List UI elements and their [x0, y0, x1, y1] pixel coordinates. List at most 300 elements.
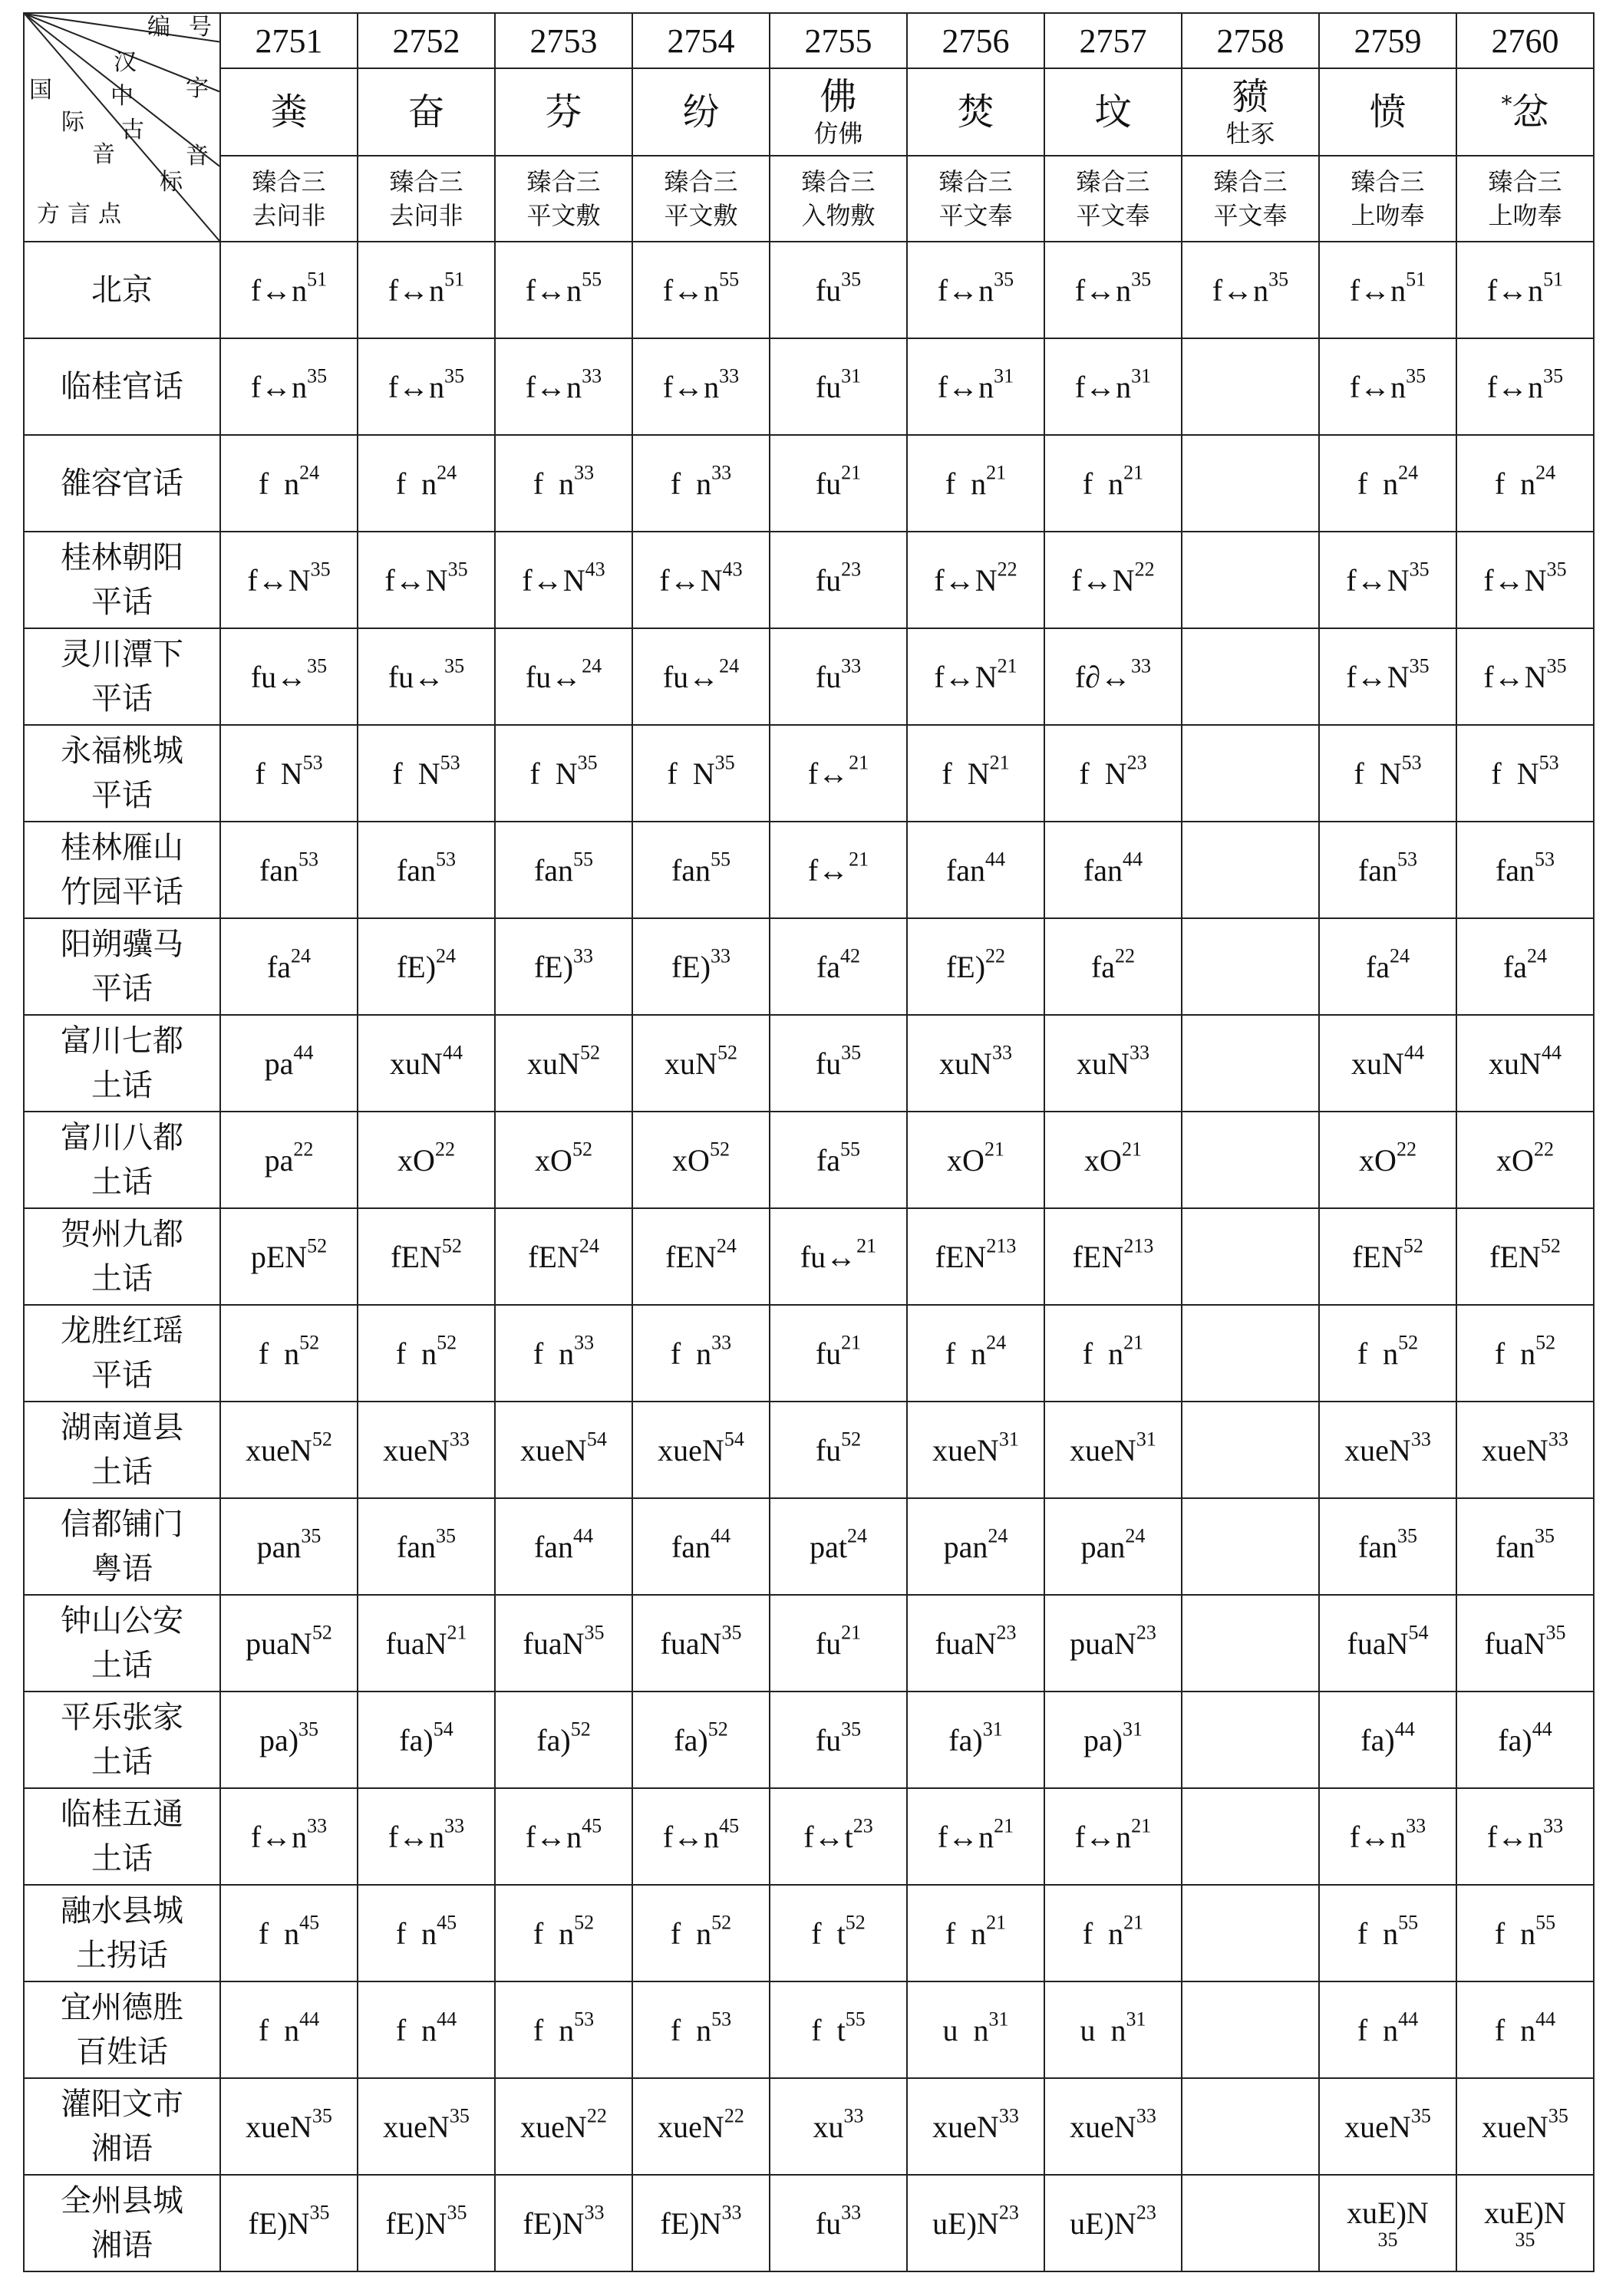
tone-number: 55: [711, 848, 731, 870]
pronunciation-cell: [770, 1595, 907, 1692]
pronunciation-cell: [632, 822, 770, 918]
pronunciation-cell: [632, 1208, 770, 1305]
dialect-row: [24, 1208, 1594, 1305]
pronunciation-cell: [358, 822, 495, 918]
syllable: fu: [815, 272, 842, 308]
tone-number: 31: [998, 1428, 1019, 1450]
middle-chinese-line: 入物敷: [801, 201, 876, 230]
syllable: pa): [1083, 1722, 1123, 1757]
syllable: f n: [258, 466, 300, 501]
pronunciation-cell: [358, 628, 495, 725]
syllable: f n: [945, 466, 987, 501]
syllable: fEN: [528, 1239, 579, 1274]
tone-number: 22: [293, 1138, 314, 1160]
pronunciation-cell: [907, 1981, 1044, 2078]
pronunciation-cell: [495, 918, 632, 1015]
syllable: xuN: [939, 1046, 992, 1081]
syllable: f n: [1357, 2012, 1399, 2047]
tone-number: 24: [1398, 461, 1419, 483]
character-cell: [358, 68, 495, 156]
pronunciation-cell: [358, 1885, 495, 1981]
tone-number: 35: [447, 2201, 467, 2223]
tone-number: 52: [441, 1234, 462, 1257]
syllable: fE)N: [660, 2205, 722, 2241]
pronunciation-cell: [220, 1692, 358, 1788]
location-line: 富川八都: [61, 1120, 183, 1155]
middle-chinese-line: 平文奉: [1213, 201, 1288, 230]
pronunciation-cell: [770, 1112, 907, 1208]
tone-number: 33: [841, 2201, 862, 2223]
pronunciation-cell: [632, 918, 770, 1015]
pronunciation-cell: [1456, 1402, 1594, 1498]
tone-number: 44: [442, 1041, 463, 1063]
tone-number: 54: [724, 1428, 744, 1450]
character-cell: [495, 68, 632, 156]
pronunciation-cell: [220, 1885, 358, 1981]
syllable: xuE)N: [1484, 2196, 1566, 2230]
pronunciation-cell: [907, 1112, 1044, 1208]
tone-number: 33: [998, 2104, 1019, 2126]
syllable: xueN: [1070, 1432, 1136, 1468]
tone-number: 24: [579, 1234, 599, 1257]
syllable: xueN: [1482, 1432, 1548, 1468]
character-text: 芬: [545, 91, 582, 133]
pronunciation-cell: [770, 822, 907, 918]
syllable: fa): [948, 1722, 983, 1757]
location-line: 土话: [91, 1164, 153, 1199]
tone-number: 35: [1409, 558, 1430, 580]
pronunciation-cell: [632, 1112, 770, 1208]
character-text: 坟: [1094, 91, 1132, 133]
tone-number: 52: [307, 1234, 328, 1257]
tone-number: 53: [436, 848, 457, 870]
character-text: 愤: [1369, 91, 1407, 133]
syllable: f↔n: [525, 369, 582, 404]
syllable: f n: [1082, 466, 1124, 501]
corner-label: 音: [186, 143, 209, 170]
tone-number: 43: [722, 558, 743, 580]
tone-number: 33: [1129, 1041, 1149, 1063]
middle-chinese-line: 臻合三: [664, 167, 738, 196]
tone-number: 35: [714, 751, 735, 773]
pronunciation-cell: [1319, 338, 1456, 435]
syllable: f↔n: [1212, 272, 1269, 308]
pronunciation-cell: [495, 1981, 632, 2078]
tone-number: 35: [841, 1718, 862, 1740]
pronunciation-cell: [1456, 1595, 1594, 1692]
syllable: fa): [1498, 1722, 1532, 1757]
tone-number: 31: [982, 1718, 1003, 1740]
dialect-row: [24, 628, 1594, 725]
syllable: f N: [392, 756, 440, 791]
syllable: fa: [816, 1142, 841, 1178]
pronunciation-cell: [1319, 532, 1456, 628]
syllable: f N: [1354, 756, 1402, 791]
syllable: f↔N: [522, 562, 585, 598]
syllable: f↔n: [250, 272, 308, 308]
dialect-location: [24, 2175, 220, 2271]
tone-number: 24: [988, 1524, 1008, 1547]
pronunciation-cell: [495, 1208, 632, 1305]
syllable: f↔n: [1074, 369, 1132, 404]
pronunciation-cell: [495, 242, 632, 338]
syllable: f↔n: [1349, 1819, 1407, 1854]
corner-label: 言: [68, 201, 91, 228]
dialect-location: [24, 628, 220, 725]
char-number: 2753: [495, 13, 632, 68]
middle-chinese-line: 臻合三: [801, 167, 876, 196]
tone-number: 52: [1398, 1331, 1419, 1353]
character-glyph: [1320, 91, 1456, 133]
character-row: [24, 68, 1594, 156]
tone-number: 21: [994, 1814, 1014, 1836]
syllable: fu: [815, 1432, 842, 1468]
syllable: f↔N: [1483, 659, 1547, 694]
tone-number: 54: [1408, 1621, 1429, 1643]
location-line: 灌阳文市: [61, 2087, 183, 2121]
tone-number: 21: [997, 654, 1017, 677]
pronunciation-cell: [632, 338, 770, 435]
pronunciation-cell: [632, 1015, 770, 1112]
tone-number: 24: [299, 461, 320, 483]
tone-number: 31: [1131, 364, 1152, 387]
pronunciation-cell: [1456, 338, 1594, 435]
syllable: fE): [533, 949, 574, 984]
middle-chinese-line: 臻合三: [1488, 167, 1562, 196]
pronunciation-cell: [770, 1015, 907, 1112]
corner-label: 字: [186, 75, 209, 102]
tone-number: 53: [1538, 751, 1559, 773]
syllable: f↔n: [388, 1819, 445, 1854]
tone-number: 52: [1403, 1234, 1423, 1257]
syllable: xueN: [1070, 2109, 1136, 2144]
tone-number: 24: [719, 654, 740, 677]
tone-number: 35: [444, 364, 465, 387]
tone-number: 52: [1540, 1234, 1561, 1257]
tone-number: 51: [444, 268, 465, 290]
location-line: 粤语: [91, 1551, 153, 1586]
dialect-row: [24, 1498, 1594, 1595]
pronunciation-cell: [1044, 1595, 1182, 1692]
tone-number: 52: [579, 1041, 600, 1063]
dialect-location: [24, 1112, 220, 1208]
char-number: 2758: [1182, 13, 1319, 68]
tone-number: 33: [721, 2201, 742, 2223]
tone-number: 52: [299, 1331, 320, 1353]
syllable: f∂↔: [1074, 659, 1132, 694]
tone-number: 35: [307, 654, 328, 677]
char-number: 2760: [1456, 13, 1594, 68]
location-line: 全州县城: [61, 2183, 183, 2218]
tone-number: 35: [1515, 2228, 1535, 2251]
syllable: f↔N: [934, 562, 998, 598]
location-line: 土话: [91, 1841, 153, 1876]
pronunciation-cell: [770, 2175, 907, 2271]
syllable: fE)N: [385, 2205, 447, 2241]
tone-number: 51: [1406, 268, 1426, 290]
pronunciation-cell: [1456, 1305, 1594, 1402]
pronunciation-cell: [1456, 1112, 1594, 1208]
syllable: fa: [1365, 949, 1390, 984]
syllable: pan: [1080, 1529, 1126, 1564]
pronunciation-cell: [1319, 1208, 1456, 1305]
tone-number: 24: [1527, 944, 1548, 967]
pronunciation-cell: [907, 1015, 1044, 1112]
tone-number: 52: [717, 1041, 737, 1063]
tone-number: 24: [1125, 1524, 1146, 1547]
dialect-row: [24, 822, 1594, 918]
tone-number: 45: [582, 1814, 602, 1836]
pronunciation-cell: [358, 1981, 495, 2078]
syllable: f n: [533, 466, 575, 501]
tone-number: 44: [1535, 2008, 1556, 2030]
location-line: 龙胜红瑶: [61, 1313, 183, 1348]
asterisk-mark: *: [1501, 91, 1512, 117]
pronunciation-cell: [907, 1208, 1044, 1305]
pronunciation-cell: [495, 532, 632, 628]
syllable: fEN: [665, 1239, 717, 1274]
location-line: 钟山公安: [61, 1603, 183, 1638]
syllable: fu: [815, 2205, 842, 2241]
location-line: 平话: [91, 778, 153, 812]
syllable: fEN: [935, 1239, 987, 1274]
pronunciation-cell: [1044, 435, 1182, 532]
pronunciation-cell: [1044, 1208, 1182, 1305]
syllable: xO: [1359, 1142, 1397, 1178]
location-line: 雒容官话: [61, 466, 183, 500]
tone-number: 44: [437, 2008, 457, 2030]
tone-number: 22: [586, 2104, 607, 2126]
pronunciation-cell: [1044, 1788, 1182, 1885]
syllable: f↔n: [937, 369, 994, 404]
tone-number: 53: [574, 2008, 595, 2030]
pronunciation-cell: [632, 1981, 770, 2078]
tone-number: 22: [1533, 1138, 1554, 1160]
pronunciation-cell: [632, 1402, 770, 1498]
pronunciation-cell: [495, 822, 632, 918]
syllable: f n: [258, 1916, 300, 1951]
location-line: 土话: [91, 1744, 153, 1779]
pronunciation-cell: [1319, 435, 1456, 532]
pronunciation-cell: [1044, 1981, 1182, 2078]
tone-number: 31: [1126, 2008, 1146, 2030]
pronunciation-cell: [770, 435, 907, 532]
tone-number: 44: [573, 1524, 594, 1547]
syllable: fu: [815, 659, 842, 694]
syllable: xueN: [932, 2109, 999, 2144]
pronunciation-cell: [770, 242, 907, 338]
tone-number: 35: [577, 751, 598, 773]
location-line: 土话: [91, 1648, 153, 1682]
tone-number: 52: [312, 1428, 332, 1450]
pronunciation-cell: [907, 1885, 1044, 1981]
tone-number: 21: [849, 848, 869, 870]
tone-number: 22: [724, 2104, 744, 2126]
middle-chinese-cell: [1319, 156, 1456, 242]
pronunciation-cell: [1456, 1885, 1594, 1981]
pronunciation-cell: [220, 1208, 358, 1305]
tone-number: 52: [574, 1911, 595, 1933]
tone-number: 35: [1546, 558, 1567, 580]
pronunciation-cell: [1044, 1305, 1182, 1402]
pronunciation-cell: [1456, 532, 1594, 628]
tone-number: 24: [582, 654, 602, 677]
tone-number: 52: [707, 1718, 728, 1740]
character-text: 奋: [407, 91, 445, 133]
pronunciation-cell: [358, 1305, 495, 1402]
tone-number: 44: [1394, 1718, 1415, 1740]
tone-number: 33: [711, 1331, 732, 1353]
syllable: xueN: [1482, 2109, 1548, 2144]
pronunciation-cell: [907, 1498, 1044, 1595]
char-number: 2754: [632, 13, 770, 68]
pronunciation-cell: [1319, 242, 1456, 338]
syllable: fE)N: [248, 2205, 310, 2241]
pronunciation-cell: [220, 532, 358, 628]
syllable: fan: [671, 1529, 711, 1564]
syllable: fa: [1502, 949, 1528, 984]
pronunciation-cell: [1044, 338, 1182, 435]
syllable: f N: [667, 756, 715, 791]
character-text: 豮: [1232, 75, 1269, 118]
tone-number: 33: [711, 461, 732, 483]
character-glyph: [1045, 91, 1181, 133]
syllable: f n: [533, 1336, 575, 1371]
syllable: f n: [395, 2012, 437, 2047]
syllable: pa: [264, 1142, 294, 1178]
syllable: f n: [533, 2012, 575, 2047]
tone-number: 33: [574, 461, 595, 483]
syllable: f n: [1494, 2012, 1536, 2047]
syllable: f n: [533, 1916, 575, 1951]
location-line: 灵川潭下: [61, 637, 183, 671]
syllable: xu: [813, 2109, 844, 2144]
tone-number: 35: [307, 364, 328, 387]
pronunciation-cell: [1319, 822, 1456, 918]
pronunciation-cell: [220, 1595, 358, 1692]
pronunciation-cell: [632, 242, 770, 338]
syllable: xO: [1084, 1142, 1122, 1178]
tone-number: 52: [1535, 1331, 1556, 1353]
syllable: f N: [529, 756, 578, 791]
syllable: xueN: [246, 2109, 312, 2144]
pronunciation-cell: [358, 435, 495, 532]
location-line: 平话: [91, 971, 153, 1006]
tone-number: 52: [845, 1911, 866, 1933]
pronunciation-cell: [1319, 725, 1456, 822]
syllable: xuN: [1351, 1046, 1404, 1081]
pronunciation-cell: [1044, 242, 1182, 338]
pronunciation-cell: [1319, 1885, 1456, 1981]
middle-chinese-cell: [770, 156, 907, 242]
pronunciation-cell: [358, 1112, 495, 1208]
dialect-row: [24, 1015, 1594, 1112]
tone-number: 53: [1401, 751, 1422, 773]
syllable: f↔N: [1346, 562, 1410, 598]
tone-number: 35: [298, 1718, 319, 1740]
pronunciation-cell: [632, 1788, 770, 1885]
syllable: f↔n: [662, 1819, 720, 1854]
pronunciation-cell: [1456, 1498, 1594, 1595]
pronunciation-cell: [632, 1305, 770, 1402]
tone-number: 35: [436, 1524, 457, 1547]
pronunciation-cell: [1182, 918, 1319, 1015]
syllable: fa: [816, 949, 841, 984]
syllable: f N: [1491, 756, 1539, 791]
pronunciation-cell: [1456, 725, 1594, 822]
dialect-comparison-table: [23, 12, 1595, 2272]
location-line: 信都铺门: [61, 1507, 183, 1541]
tone-number: 54: [433, 1718, 453, 1740]
corner-label: 音: [92, 141, 115, 168]
tone-number: 35: [301, 1524, 322, 1547]
dialect-row: [24, 725, 1594, 822]
syllable: fuaN: [1484, 1626, 1546, 1661]
tone-number: 31: [1136, 1428, 1156, 1450]
tone-number: 35: [1410, 2104, 1431, 2126]
tone-number: 33: [449, 1428, 470, 1450]
syllable: pat: [810, 1529, 847, 1564]
middle-chinese-cell: [632, 156, 770, 242]
pronunciation-cell: [770, 532, 907, 628]
tone-number: 35: [312, 2104, 332, 2126]
syllable: fu↔: [525, 659, 582, 694]
tone-number: 21: [1131, 1814, 1152, 1836]
pronunciation-cell: [632, 2175, 770, 2271]
tone-number: 35: [994, 268, 1014, 290]
corner-label: 中: [110, 83, 134, 110]
pronunciation-cell: [1044, 532, 1182, 628]
tone-number: 24: [437, 461, 457, 483]
dialect-location: [24, 242, 220, 338]
tone-number: 35: [1535, 1524, 1555, 1547]
pronunciation-cell: [495, 2078, 632, 2175]
pronunciation-cell: [220, 918, 358, 1015]
pronunciation-cell: [1182, 2078, 1319, 2175]
tone-number: 35: [1131, 268, 1152, 290]
pronunciation-cell: [220, 2175, 358, 2271]
pronunciation-cell: [1456, 1015, 1594, 1112]
pronunciation-cell: [770, 1208, 907, 1305]
pronunciation-cell: [1182, 1885, 1319, 1981]
character-text: 佛: [820, 75, 857, 118]
syllable: f↔N: [384, 562, 448, 598]
dialect-location: [24, 338, 220, 435]
tone-number: 52: [437, 1331, 457, 1353]
pronunciation-cell: [358, 242, 495, 338]
syllable: xueN: [1344, 2109, 1411, 2144]
pronunciation-cell: [358, 1788, 495, 1885]
dialect-row: [24, 435, 1594, 532]
pronunciation-cell: [1044, 918, 1182, 1015]
pronunciation-cell: [1319, 1981, 1456, 2078]
corner-label: 标: [160, 169, 183, 196]
tone-number: 33: [1136, 2104, 1156, 2126]
syllable: xuE)N: [1347, 2196, 1429, 2230]
tone-number: 52: [711, 1911, 732, 1933]
tone-number: 55: [845, 2008, 866, 2030]
syllable: xO: [672, 1142, 710, 1178]
pronunciation-cell: [495, 1595, 632, 1692]
syllable: xueN: [658, 2109, 724, 2144]
tone-number: 21: [841, 1621, 862, 1643]
syllable: fu: [815, 562, 842, 598]
tone-number: 24: [716, 1234, 737, 1257]
syllable: fa): [399, 1722, 434, 1757]
dialect-row: [24, 242, 1594, 338]
syllable: f t: [811, 2012, 846, 2047]
dialect-location: [24, 1402, 220, 1498]
